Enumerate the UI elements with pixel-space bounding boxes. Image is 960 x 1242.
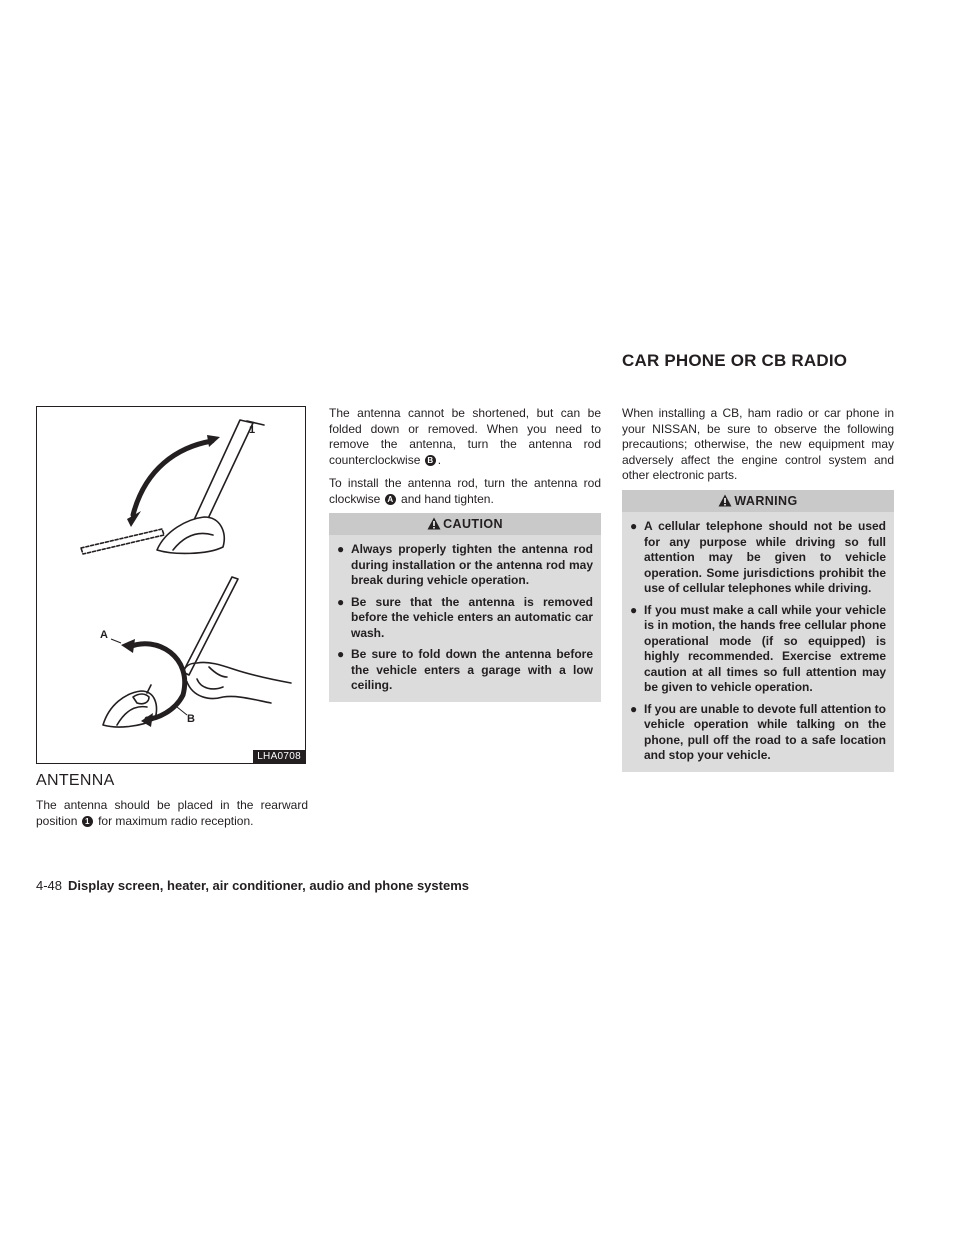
warning-triangle-icon (718, 494, 732, 507)
removal-paragraph (329, 406, 601, 468)
section-title: CAR PHONE OR CB RADIO (622, 351, 848, 370)
warning-header (622, 490, 894, 512)
warning-box (622, 490, 894, 772)
antenna-figure (36, 406, 306, 764)
para-text: The antenna cannot be shortened, but can be folded down or removed. When you need to remove the antenna, turn the antenna rod counterclockwise (329, 406, 601, 467)
caution-header (329, 513, 601, 535)
list-item-text: Always properly tighten the antenna rod during installation or the antenna rod may break during vehicle operation. (351, 542, 593, 587)
para-text: The antenna should be placed in the rearward position (36, 798, 308, 828)
list-item: ● Be sure that the antenna is removed before the vehicle enters an automatic car wash. (337, 594, 593, 640)
para-text: To install the antenna rod, turn the antenna rod clockwise (329, 476, 601, 506)
list-item: ● If you are unable to devote full attention to vehicle operation while talking on the phone, pull off the road to a safe location and stop your vehicle. (630, 701, 887, 762)
callout-1: 1 (249, 424, 256, 436)
para-text: for maximum radio reception. (98, 813, 254, 828)
list-item: ● If you must make a call while your vehicle is in motion, the hands free cellular phone operational mode (if so equipped) is highly recommended. Exercise extreme caution at all times so full attention may be given to vehicle operation. (630, 602, 886, 694)
antenna-heading: ANTENNA (36, 772, 115, 789)
callout-a: A (100, 629, 108, 641)
list-item: ● Be sure to fold down the antenna before the vehicle enters a garage with a low ceiling. (337, 647, 593, 692)
warning-triangle-icon (427, 517, 441, 530)
list-item-text: A cellular telephone should not be used for any purpose while driving so full attention may be given to vehicle operation. Some jurisdictions prohibit the use of cellular telephones while driving. (644, 519, 886, 595)
para-text: and hand tighten. (401, 491, 494, 506)
list-item-text: If you are unable to devote full attention to vehicle operation while talking on the phone, pull off the road to a safe location and stop your vehicle. (644, 701, 887, 762)
list-item: ● Always properly tighten the antenna rod during installation or the antenna rod may break during vehicle operation. (337, 542, 593, 587)
caution-box (329, 513, 601, 702)
list-item-text: Be sure to fold down the antenna before the vehicle enters a garage with a low ceiling. (351, 647, 593, 692)
page-footer (36, 878, 469, 893)
list-item: ● A cellular telephone should not be used for any purpose while driving so full attention may be given to vehicle operation. Some jurisdictions prohibit the use of cellular telephones while driving. (630, 519, 886, 595)
antenna-illustration (37, 407, 305, 763)
callout-b: B (187, 713, 195, 725)
warning-title: WARNING (734, 494, 798, 508)
figure-code: LHA0708 (253, 750, 305, 763)
list-item-text: If you must make a call while your vehicle is in motion, the hands free cellular phone operational mode (if so equipped) is highly recommended. Exercise extreme caution at all times so full attention may be given to vehicle operation. (644, 602, 886, 694)
marker-b-icon: B (425, 455, 436, 466)
antenna-paragraph (36, 798, 308, 829)
caution-title: CAUTION (443, 517, 503, 531)
marker-a-icon: A (385, 494, 396, 505)
para-text: . (437, 452, 442, 467)
marker-1-icon: 1 (82, 816, 93, 827)
chapter-title: Display screen, heater, air conditioner, audio and phone systems (68, 878, 469, 893)
cb-intro-paragraph: When installing a CB, ham radio or car phone in your NISSAN, be sure to observe the following precautions; otherwise, the new equipment may adversely affect the engine control system and other electronic parts. (622, 406, 894, 482)
install-paragraph (329, 476, 601, 507)
warning-list (622, 512, 894, 772)
list-item-text: Be sure that the antenna is removed before the vehicle enters an automatic car wash. (351, 594, 593, 640)
page-number: 4-48 (36, 878, 63, 893)
caution-list (329, 535, 601, 702)
